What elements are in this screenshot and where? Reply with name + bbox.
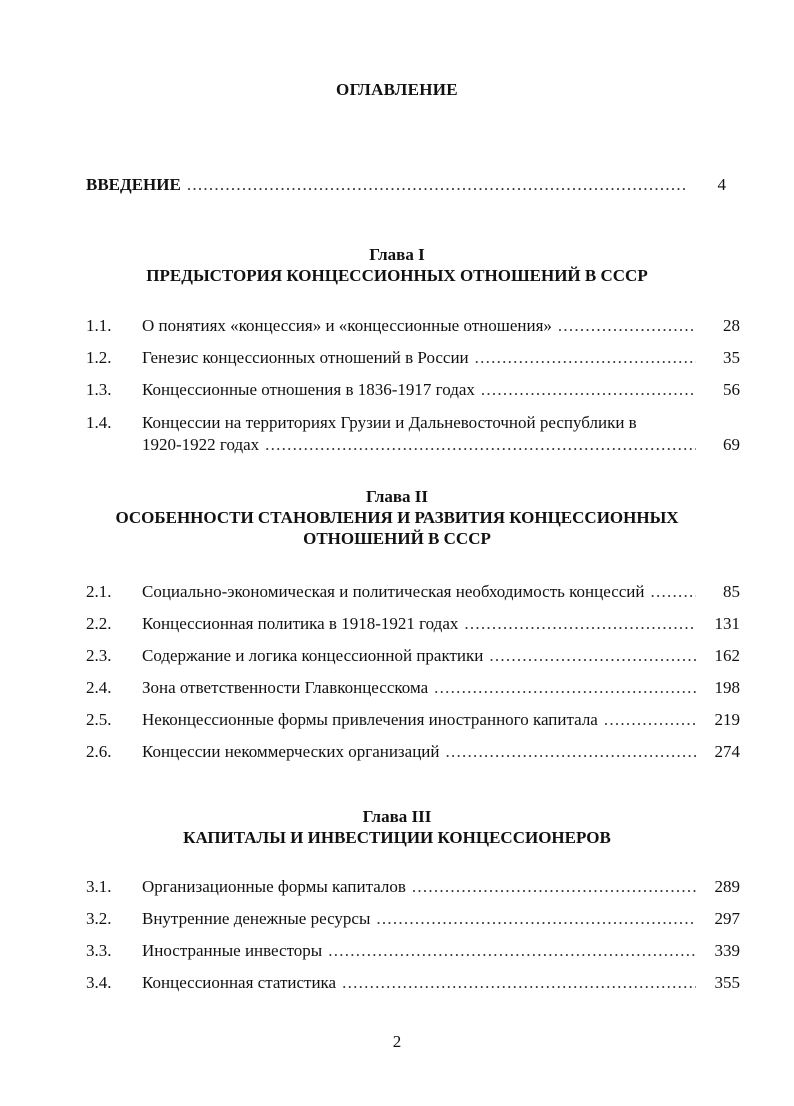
section-number: 3.2. (86, 909, 112, 928)
toc-entry-3-1[interactable] (86, 871, 740, 903)
dot-leader (376, 903, 696, 935)
toc-entry-3-4[interactable] (86, 967, 740, 999)
section-page: 69 (723, 435, 740, 454)
page-title: ОГЛАВЛЕНИЕ (336, 80, 458, 99)
chapter-1-heading-block (0, 244, 794, 286)
section-number: 2.6. (86, 742, 112, 761)
section-title: Концессии на территориях Грузии и Дальневосточной республики в (142, 413, 637, 432)
section-number: 2.2. (86, 614, 112, 633)
toc-entry-2-2[interactable] (86, 608, 740, 640)
dot-leader (489, 640, 696, 672)
dot-leader (464, 608, 696, 640)
chapter-2-sections (86, 576, 740, 768)
section-title: Неконцессионные формы привлечения иностранного капитала (142, 710, 598, 729)
chapter-2-label: Глава II (365, 487, 429, 506)
dot-leader (481, 374, 696, 406)
section-number: 2.3. (86, 646, 112, 665)
section-title: Генезис концессионных отношений в России (142, 348, 469, 367)
dot-leader (265, 434, 696, 456)
section-page: 355 (714, 973, 740, 992)
chapter-3-title: КАПИТАЛЫ И ИНВЕСТИЦИИ КОНЦЕССИОНЕРОВ (183, 828, 611, 847)
section-page: 297 (714, 909, 740, 928)
toc-entry-3-2[interactable] (86, 903, 740, 935)
chapter-2-title-line-1: ОСОБЕННОСТИ СТАНОВЛЕНИЯ И РАЗВИТИЯ КОНЦЕССИОННЫХ (115, 508, 679, 527)
page-number: 2 (392, 1032, 402, 1051)
toc-entry-3-3[interactable] (86, 935, 740, 967)
section-title: Иностранные инвесторы (142, 941, 323, 960)
toc-entry-2-4[interactable] (86, 672, 740, 704)
dot-leader (445, 736, 696, 768)
section-page: 28 (723, 316, 740, 335)
section-title: О понятиях «концессия» и «концессионные отношения» (142, 316, 552, 335)
section-title: Концессии некоммерческих организаций (142, 742, 440, 761)
section-page: 162 (714, 646, 740, 665)
section-title: Внутренние денежные ресурсы (142, 909, 371, 928)
section-page: 219 (714, 710, 740, 729)
chapter-1-title: ПРЕДЫСТОРИЯ КОНЦЕССИОННЫХ ОТНОШЕНИЙ В СССР (146, 266, 648, 285)
toc-entry-1-2[interactable] (86, 342, 740, 374)
section-title: Содержание и логика концессионной практики (142, 646, 484, 665)
section-title: Концессионная статистика (142, 973, 337, 992)
dot-leader (412, 871, 696, 903)
section-number: 3.3. (86, 941, 112, 960)
chapter-1-sections (86, 310, 740, 456)
dot-leader (187, 175, 686, 195)
toc-entry-1-3[interactable] (86, 374, 740, 406)
section-number: 3.1. (86, 877, 112, 896)
dot-leader (342, 967, 696, 999)
section-number: 1.4. (86, 413, 112, 432)
section-number: 2.5. (86, 710, 112, 729)
chapter-2-heading-block (0, 486, 794, 549)
section-page: 274 (714, 742, 740, 761)
section-page: 85 (723, 582, 740, 601)
dot-leader (558, 310, 696, 342)
dot-leader (604, 704, 696, 736)
section-page: 131 (714, 614, 740, 633)
introduction-label: ВВЕДЕНИЕ (86, 175, 181, 194)
toc-entry-2-1[interactable] (86, 576, 740, 608)
section-title: Организационные формы капиталов (142, 877, 406, 896)
section-page: 289 (714, 877, 740, 896)
chapter-3-label: Глава III (362, 807, 432, 826)
section-number: 2.4. (86, 678, 112, 697)
toc-entry-2-3[interactable] (86, 640, 740, 672)
dot-leader (434, 672, 696, 704)
section-title-continued: 1920-1922 годах (142, 435, 260, 454)
section-number: 3.4. (86, 973, 112, 992)
section-title: Зона ответственности Главконцесскома (142, 678, 429, 697)
section-number: 1.1. (86, 316, 112, 335)
section-title: Концессионные отношения в 1836-1917 годах (142, 380, 475, 399)
section-page: 56 (723, 380, 740, 399)
chapter-3-heading-block (0, 806, 794, 848)
introduction-page: 4 (717, 175, 726, 194)
section-page: 198 (714, 678, 740, 697)
chapter-1-label: Глава I (369, 245, 425, 264)
chapter-3-sections (86, 871, 740, 999)
toc-entry-introduction[interactable] (86, 175, 726, 195)
section-title: Социально-экономическая и политическая необходимость концессий (142, 582, 645, 601)
section-title: Концессионная политика в 1918-1921 годах (142, 614, 459, 633)
section-number: 2.1. (86, 582, 112, 601)
toc-entry-1-4[interactable] (86, 406, 740, 456)
dot-leader (475, 342, 696, 374)
section-number: 1.2. (86, 348, 112, 367)
toc-entry-2-6[interactable] (86, 736, 740, 768)
toc-entry-1-1[interactable] (86, 310, 740, 342)
section-page: 339 (714, 941, 740, 960)
toc-entry-2-5[interactable] (86, 704, 740, 736)
section-page: 35 (723, 348, 740, 367)
chapter-2-title-line-2: ОТНОШЕНИЙ В СССР (303, 529, 491, 548)
dot-leader (651, 576, 697, 608)
dot-leader (328, 935, 696, 967)
section-number: 1.3. (86, 380, 112, 399)
